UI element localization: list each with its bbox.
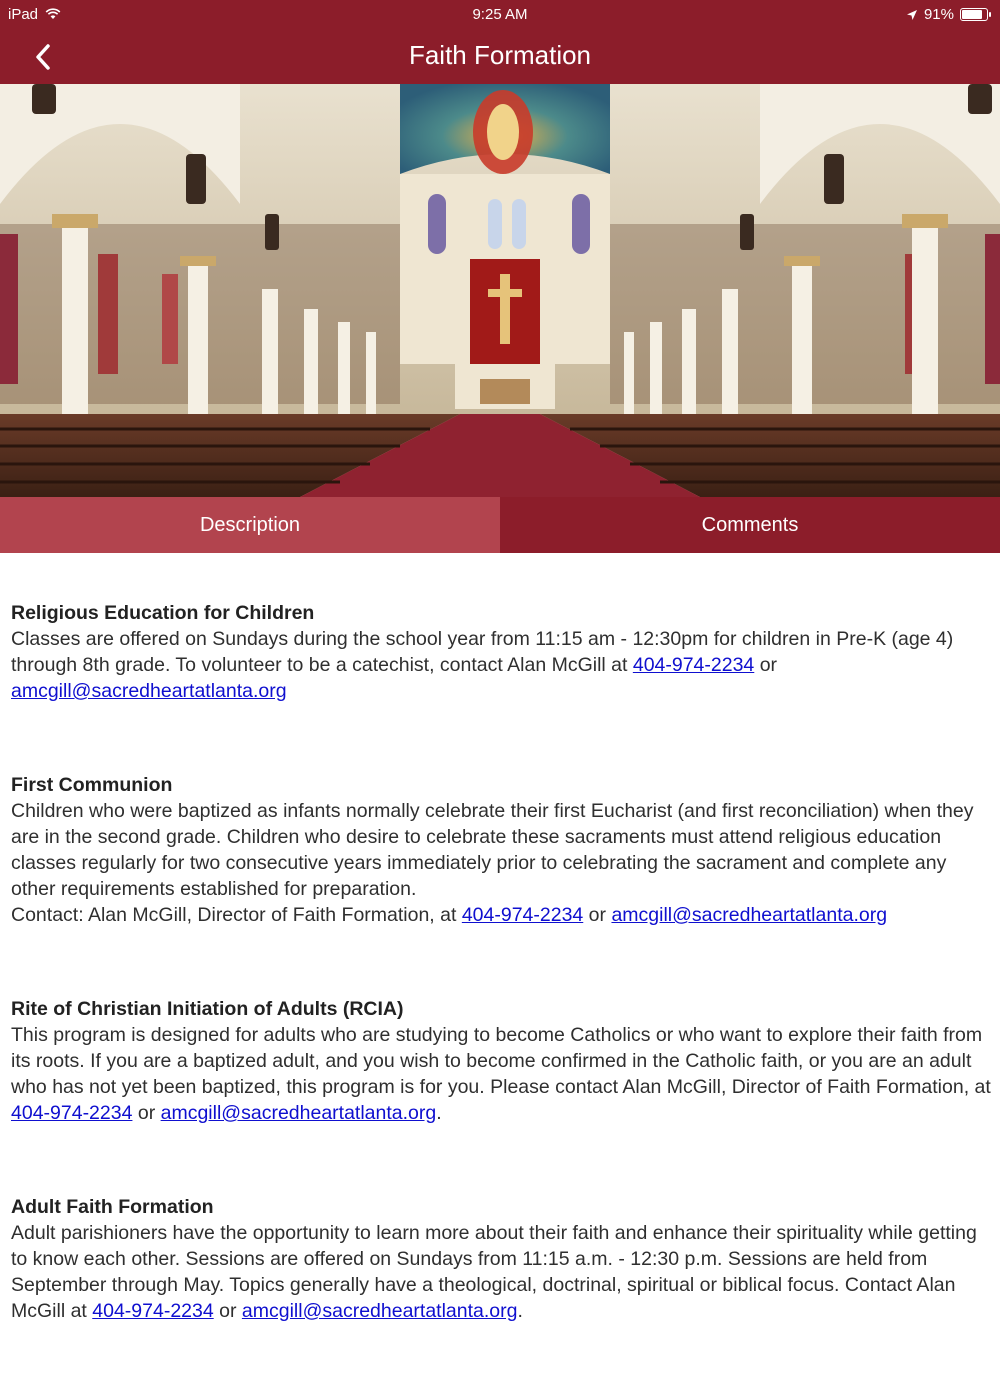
section-body <box>11 1220 991 1324</box>
page-title: Faith Formation <box>408 40 592 70</box>
top-bar <box>0 0 1000 84</box>
contact-text: Contact: Alan McGill, Director of Faith Formation, at <box>11 904 462 926</box>
nav-row <box>0 30 1000 84</box>
section-adult-faith-formation <box>11 1194 991 1324</box>
section-heading: Religious Education for Children <box>11 602 315 624</box>
status-bar <box>0 0 1000 30</box>
section-body <box>11 798 991 902</box>
phone-link[interactable]: 404-974-2234 <box>632 654 755 676</box>
status-right <box>906 6 988 23</box>
link-separator: or <box>583 904 612 926</box>
phone-link[interactable]: 404-974-2234 <box>461 904 584 926</box>
link-separator: or <box>132 1102 161 1124</box>
section-contact <box>11 902 991 928</box>
section-end: . <box>517 1300 523 1322</box>
hero-image <box>0 84 1000 497</box>
battery-percent: 91% <box>923 6 954 23</box>
section-rcia <box>11 996 991 1126</box>
section-first-communion <box>11 772 991 928</box>
section-heading: First Communion <box>11 774 173 796</box>
section-text: Classes are offered on Sundays during the school year from 11:15 am - 12:30pm for children in Pre-K (age 4) through 8th grade. To volunteer to be a catechist, contact Alan McGill at <box>11 628 954 676</box>
tab-comments[interactable]: Comments <box>500 497 1000 553</box>
email-link[interactable]: amcgill@sacredheartatlanta.org <box>241 1300 518 1322</box>
link-separator: or <box>754 654 778 676</box>
section-end: . <box>436 1102 442 1124</box>
email-link[interactable]: amcgill@sacredheartatlanta.org <box>11 680 287 702</box>
section-text: Adult parishioners have the opportunity to learn more about their faith and enhance their spirituality while getting to know each other. Sessions are offered on Sundays from 11:15 a.m. - 12:30 p.m. Sessions are held from September through May. Topics generally have a theological, doctrinal, spiritual or biblical focus. Contact Alan McGill at <box>11 1222 977 1322</box>
church-interior-illustration <box>0 84 1000 497</box>
email-link[interactable]: amcgill@sacredheartatlanta.org <box>611 904 888 926</box>
battery-level <box>962 10 982 19</box>
phone-link[interactable]: 404-974-2234 <box>11 1102 133 1124</box>
status-time: 9:25 AM <box>472 6 528 23</box>
description-content <box>11 600 991 1392</box>
segmented-tabs <box>0 497 1000 553</box>
link-separator: or <box>213 1300 242 1322</box>
section-body <box>11 1022 991 1126</box>
battery-icon <box>960 8 988 21</box>
section-heading: Adult Faith Formation <box>11 1196 214 1218</box>
tab-description[interactable]: Description <box>0 497 500 553</box>
section-religious-education <box>11 600 991 704</box>
section-text: Children who were baptized as infants normally celebrate their first Eucharist (and first reconciliation) when they are in the second grade. Children who desire to celebrate these sacraments must attend religious education classes regularly for two consecutive years immediately prior to celebrating the sacrament and complete any other requirements established for preparation. <box>11 800 974 900</box>
section-body <box>11 626 991 704</box>
device-name: iPad <box>8 6 39 23</box>
email-link[interactable]: amcgill@sacredheartatlanta.org <box>160 1102 437 1124</box>
section-heading: Rite of Christian Initiation of Adults (RCIA) <box>11 998 404 1020</box>
location-arrow-icon <box>906 9 918 21</box>
section-text: This program is designed for adults who are studying to become Catholics or who want to explore their faith from its roots. If you are a baptized adult, and you wish to become confirmed in the Catholic faith, or you are an adult who has not yet been baptized, this program is for you. Please contact Alan McGill, Director of Faith Formation, at <box>11 1024 991 1098</box>
phone-link[interactable]: 404-974-2234 <box>92 1300 214 1322</box>
